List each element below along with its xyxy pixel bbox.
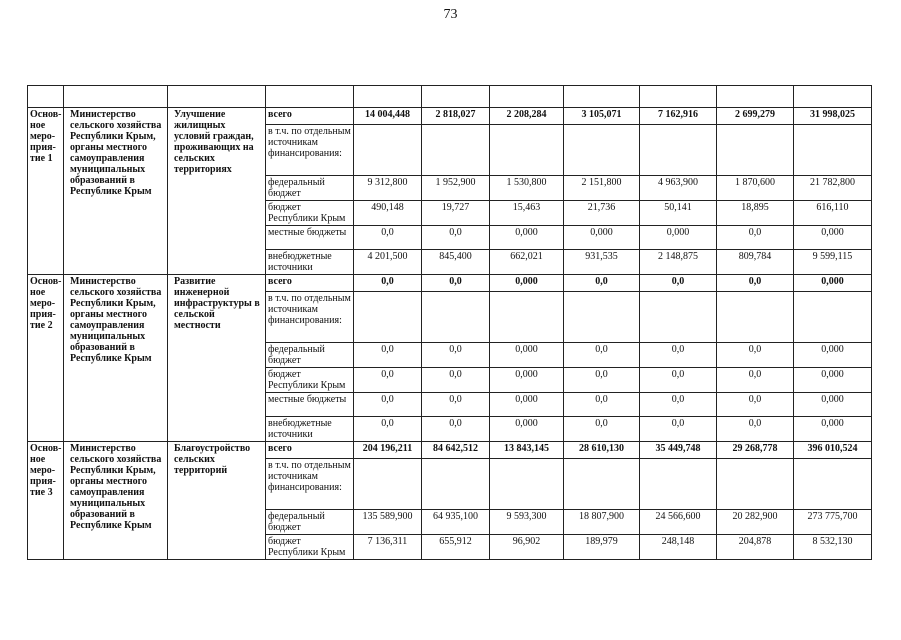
header-cell bbox=[717, 86, 794, 108]
value-cell: 31 998,025 bbox=[794, 108, 872, 125]
source-label: бюджет Республики Крым bbox=[266, 368, 354, 393]
value-cell: 18 807,900 bbox=[564, 510, 640, 535]
value-cell: 1 952,900 bbox=[422, 176, 490, 201]
value-cell: 0,000 bbox=[490, 417, 564, 442]
header-cell bbox=[28, 86, 64, 108]
value-cell: 0,000 bbox=[490, 368, 564, 393]
header-cell bbox=[794, 86, 872, 108]
value-cell bbox=[640, 125, 717, 176]
source-label: бюджет Республики Крым bbox=[266, 201, 354, 226]
value-cell: 655,912 bbox=[422, 535, 490, 560]
value-cell: 0,000 bbox=[490, 275, 564, 292]
value-cell: 0,0 bbox=[422, 417, 490, 442]
value-cell: 84 642,512 bbox=[422, 442, 490, 459]
value-cell: 21 782,800 bbox=[794, 176, 872, 201]
value-cell: 0,000 bbox=[490, 226, 564, 250]
source-label: внебюджетные источники bbox=[266, 417, 354, 442]
header-cell bbox=[422, 86, 490, 108]
value-cell bbox=[490, 125, 564, 176]
value-cell: 9 312,800 bbox=[354, 176, 422, 201]
value-cell bbox=[422, 125, 490, 176]
value-cell: 0,0 bbox=[422, 343, 490, 368]
value-cell: 0,000 bbox=[490, 343, 564, 368]
source-label: федеральный бюджет bbox=[266, 176, 354, 201]
executor-cell: Министерство сельского хозяйства Республики Крым, органы местного самоуправления муниципальных образований в Республике Крым bbox=[64, 108, 168, 275]
value-cell bbox=[564, 125, 640, 176]
value-cell: 35 449,748 bbox=[640, 442, 717, 459]
financing-table bbox=[27, 85, 872, 560]
value-cell: 19,727 bbox=[422, 201, 490, 226]
value-cell: 0,0 bbox=[422, 226, 490, 250]
header-cell bbox=[266, 86, 354, 108]
source-label: всего bbox=[266, 275, 354, 292]
value-cell bbox=[422, 292, 490, 343]
value-cell: 273 775,700 bbox=[794, 510, 872, 535]
value-cell: 0,000 bbox=[794, 226, 872, 250]
header-cell bbox=[564, 86, 640, 108]
value-cell: 0,0 bbox=[640, 275, 717, 292]
value-cell bbox=[354, 459, 422, 510]
value-cell: 662,021 bbox=[490, 250, 564, 275]
value-cell: 396 010,524 bbox=[794, 442, 872, 459]
source-label: местные бюджеты bbox=[266, 226, 354, 250]
value-cell: 3 105,071 bbox=[564, 108, 640, 125]
value-cell bbox=[794, 125, 872, 176]
header-cell bbox=[490, 86, 564, 108]
source-label: в т.ч. по отдельным источникам финансирования: bbox=[266, 459, 354, 510]
value-cell bbox=[717, 125, 794, 176]
value-cell: 0,0 bbox=[640, 343, 717, 368]
value-cell: 7 136,311 bbox=[354, 535, 422, 560]
page-number: 73 bbox=[443, 7, 458, 22]
title-cell: Развитие инженерной инфраструктуры в сельской местности bbox=[168, 275, 266, 442]
value-cell: 50,141 bbox=[640, 201, 717, 226]
value-cell: 4 201,500 bbox=[354, 250, 422, 275]
value-cell: 0,0 bbox=[354, 417, 422, 442]
value-cell: 20 282,900 bbox=[717, 510, 794, 535]
value-cell: 64 935,100 bbox=[422, 510, 490, 535]
value-cell: 809,784 bbox=[717, 250, 794, 275]
value-cell bbox=[422, 459, 490, 510]
value-cell: 96,902 bbox=[490, 535, 564, 560]
value-cell: 0,000 bbox=[794, 275, 872, 292]
value-cell bbox=[490, 292, 564, 343]
value-cell: 0,0 bbox=[717, 226, 794, 250]
value-cell: 490,148 bbox=[354, 201, 422, 226]
value-cell bbox=[564, 459, 640, 510]
event-cell: Основ-ное меро-прия-тие 3 bbox=[28, 442, 64, 560]
value-cell bbox=[564, 292, 640, 343]
value-cell: 0,0 bbox=[717, 275, 794, 292]
title-cell: Улучшение жилищных условий граждан, проживающих на сельских территориях bbox=[168, 108, 266, 275]
value-cell: 204 196,211 bbox=[354, 442, 422, 459]
value-cell: 4 963,900 bbox=[640, 176, 717, 201]
header-cell bbox=[168, 86, 266, 108]
value-cell: 9 599,115 bbox=[794, 250, 872, 275]
value-cell: 0,000 bbox=[794, 343, 872, 368]
value-cell: 15,463 bbox=[490, 201, 564, 226]
value-cell: 2 818,027 bbox=[422, 108, 490, 125]
value-cell: 845,400 bbox=[422, 250, 490, 275]
source-label: в т.ч. по отдельным источникам финансирования: bbox=[266, 292, 354, 343]
value-cell: 0,000 bbox=[794, 417, 872, 442]
value-cell: 0,0 bbox=[422, 393, 490, 417]
value-cell: 135 589,900 bbox=[354, 510, 422, 535]
value-cell: 8 532,130 bbox=[794, 535, 872, 560]
value-cell: 0,0 bbox=[564, 393, 640, 417]
value-cell: 0,0 bbox=[354, 226, 422, 250]
source-label: в т.ч. по отдельным источникам финансирования: bbox=[266, 125, 354, 176]
value-cell: 9 593,300 bbox=[490, 510, 564, 535]
value-cell: 0,000 bbox=[794, 368, 872, 393]
value-cell bbox=[490, 459, 564, 510]
value-cell bbox=[354, 292, 422, 343]
value-cell: 1 530,800 bbox=[490, 176, 564, 201]
value-cell: 248,148 bbox=[640, 535, 717, 560]
value-cell: 24 566,600 bbox=[640, 510, 717, 535]
value-cell: 0,000 bbox=[640, 226, 717, 250]
value-cell: 0,0 bbox=[640, 417, 717, 442]
value-cell: 0,0 bbox=[422, 275, 490, 292]
value-cell: 18,895 bbox=[717, 201, 794, 226]
value-cell: 0,0 bbox=[422, 368, 490, 393]
value-cell: 0,000 bbox=[564, 226, 640, 250]
value-cell: 0,0 bbox=[354, 368, 422, 393]
value-cell bbox=[354, 125, 422, 176]
value-cell: 29 268,778 bbox=[717, 442, 794, 459]
value-cell: 0,0 bbox=[717, 368, 794, 393]
value-cell: 7 162,916 bbox=[640, 108, 717, 125]
value-cell: 0,0 bbox=[354, 393, 422, 417]
value-cell bbox=[794, 459, 872, 510]
source-label: федеральный бюджет bbox=[266, 510, 354, 535]
value-cell: 0,0 bbox=[640, 368, 717, 393]
header-cell bbox=[640, 86, 717, 108]
value-cell bbox=[640, 292, 717, 343]
value-cell: 1 870,600 bbox=[717, 176, 794, 201]
value-cell: 28 610,130 bbox=[564, 442, 640, 459]
source-label: местные бюджеты bbox=[266, 393, 354, 417]
source-label: бюджет Республики Крым bbox=[266, 535, 354, 560]
source-label: внебюджетные источники bbox=[266, 250, 354, 275]
value-cell: 204,878 bbox=[717, 535, 794, 560]
value-cell bbox=[717, 292, 794, 343]
value-cell: 0,0 bbox=[564, 417, 640, 442]
table-row bbox=[28, 108, 872, 125]
value-cell bbox=[794, 292, 872, 343]
value-cell: 2 699,279 bbox=[717, 108, 794, 125]
table-row bbox=[28, 275, 872, 292]
value-cell: 0,0 bbox=[717, 417, 794, 442]
value-cell bbox=[717, 459, 794, 510]
executor-cell: Министерство сельского хозяйства Республики Крым, органы местного самоуправления муниципальных образований в Республике Крым bbox=[64, 275, 168, 442]
value-cell bbox=[640, 459, 717, 510]
value-cell: 0,0 bbox=[354, 275, 422, 292]
executor-cell: Министерство сельского хозяйства Республики Крым, органы местного самоуправления муниципальных образований в Республике Крым bbox=[64, 442, 168, 560]
event-cell: Основ-ное меро-прия-тие 2 bbox=[28, 275, 64, 442]
value-cell: 0,0 bbox=[564, 275, 640, 292]
value-cell: 616,110 bbox=[794, 201, 872, 226]
value-cell: 14 004,448 bbox=[354, 108, 422, 125]
header-cell bbox=[354, 86, 422, 108]
value-cell: 0,0 bbox=[717, 343, 794, 368]
value-cell: 0,0 bbox=[717, 393, 794, 417]
header-cell bbox=[64, 86, 168, 108]
value-cell: 189,979 bbox=[564, 535, 640, 560]
source-label: всего bbox=[266, 442, 354, 459]
source-label: всего bbox=[266, 108, 354, 125]
value-cell: 931,535 bbox=[564, 250, 640, 275]
table-row bbox=[28, 442, 872, 459]
value-cell: 2 151,800 bbox=[564, 176, 640, 201]
event-cell: Основ-ное меро-прия-тие 1 bbox=[28, 108, 64, 275]
value-cell: 0,000 bbox=[490, 393, 564, 417]
value-cell: 0,000 bbox=[794, 393, 872, 417]
value-cell: 2 208,284 bbox=[490, 108, 564, 125]
source-label: федеральный бюджет bbox=[266, 343, 354, 368]
value-cell: 0,0 bbox=[564, 368, 640, 393]
value-cell: 21,736 bbox=[564, 201, 640, 226]
value-cell: 2 148,875 bbox=[640, 250, 717, 275]
value-cell: 0,0 bbox=[640, 393, 717, 417]
value-cell: 13 843,145 bbox=[490, 442, 564, 459]
value-cell: 0,0 bbox=[564, 343, 640, 368]
header-row bbox=[28, 86, 872, 108]
title-cell: Благоустройство сельских территорий bbox=[168, 442, 266, 560]
value-cell: 0,0 bbox=[354, 343, 422, 368]
